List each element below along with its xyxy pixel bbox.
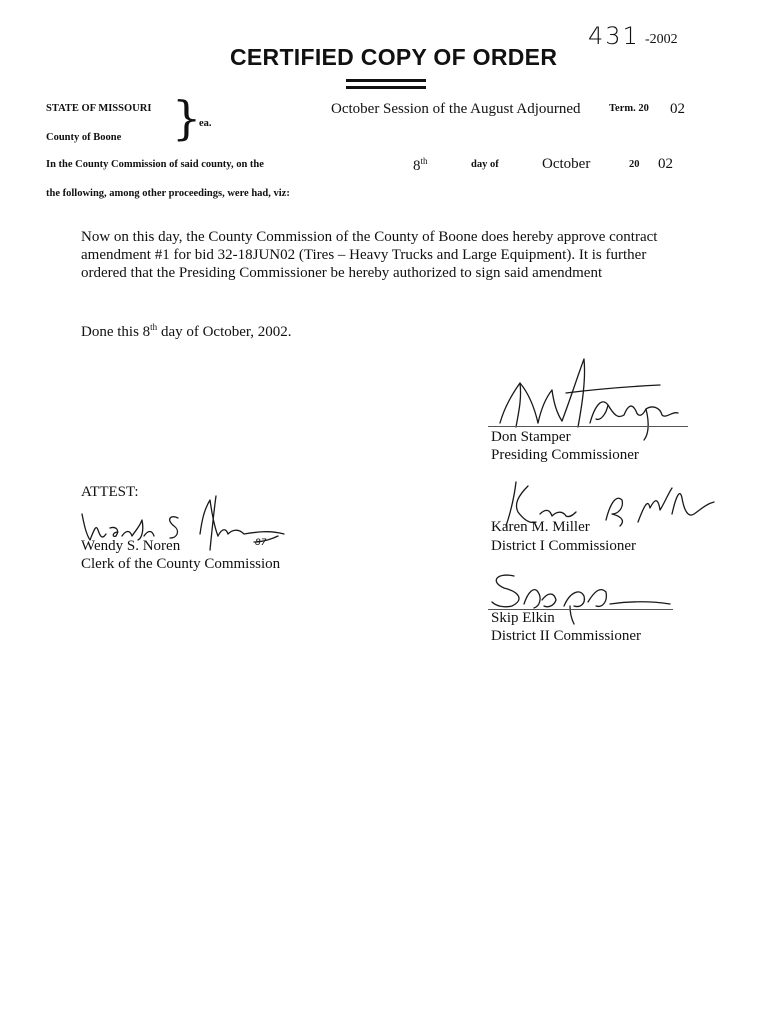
caption-brace: } xyxy=(172,91,202,145)
day-value: 8th xyxy=(413,156,428,174)
order-line-3: ordered that the Presiding Commissioner be hereby authorized to sign said amendment xyxy=(81,265,603,281)
title-double-rule-bottom xyxy=(346,86,426,89)
title-double-rule-top xyxy=(346,79,426,82)
term-label: Term. 20 xyxy=(609,103,649,114)
commission-line: In the County Commission of said county, on the xyxy=(46,159,264,170)
session-text: October Session of the August Adjourned xyxy=(331,101,581,117)
district2-name: Skip Elkin xyxy=(491,610,555,626)
done-this-line: Done this 8th day of October, 2002. xyxy=(81,322,292,340)
ea-label: ea. xyxy=(199,118,212,129)
attest-label: ATTEST: xyxy=(81,484,139,500)
presiding-signature-line xyxy=(488,426,688,427)
county-label: County of Boone xyxy=(46,132,122,143)
state-label: STATE OF MISSOURI xyxy=(46,103,152,114)
clerk-name: Wendy S. Noren xyxy=(81,538,181,554)
month-value: October xyxy=(542,156,591,172)
clerk-initials: 87 xyxy=(255,538,267,548)
year-suffix: -2002 xyxy=(645,32,678,47)
presiding-title: Presiding Commissioner xyxy=(491,447,639,463)
page-title: CERTIFIED COPY OF ORDER xyxy=(230,44,558,70)
district2-title: District II Commissioner xyxy=(491,628,641,644)
following-line: the following, among other proceedings, were had, viz: xyxy=(46,188,290,199)
presiding-name: Don Stamper xyxy=(491,429,571,445)
year-label: 20 xyxy=(629,159,640,170)
district1-title: District I Commissioner xyxy=(491,538,636,554)
day-of-label: day of xyxy=(471,159,499,170)
district1-name: Karen M. Miller xyxy=(491,519,590,535)
clerk-title: Clerk of the County Commission xyxy=(81,556,281,572)
term-year: 02 xyxy=(670,101,685,117)
don-stamper-signature xyxy=(480,345,700,435)
handwritten-doc-number: 431 xyxy=(588,22,640,50)
year-value: 02 xyxy=(658,156,673,172)
order-line-2: amendment #1 for bid 32-18JUN02 (Tires – Heavy Trucks and Large Equipment). It is further xyxy=(81,247,647,263)
order-line-1: Now on this day, the County Commission of the County of Boone does hereby approve contract xyxy=(81,229,658,245)
